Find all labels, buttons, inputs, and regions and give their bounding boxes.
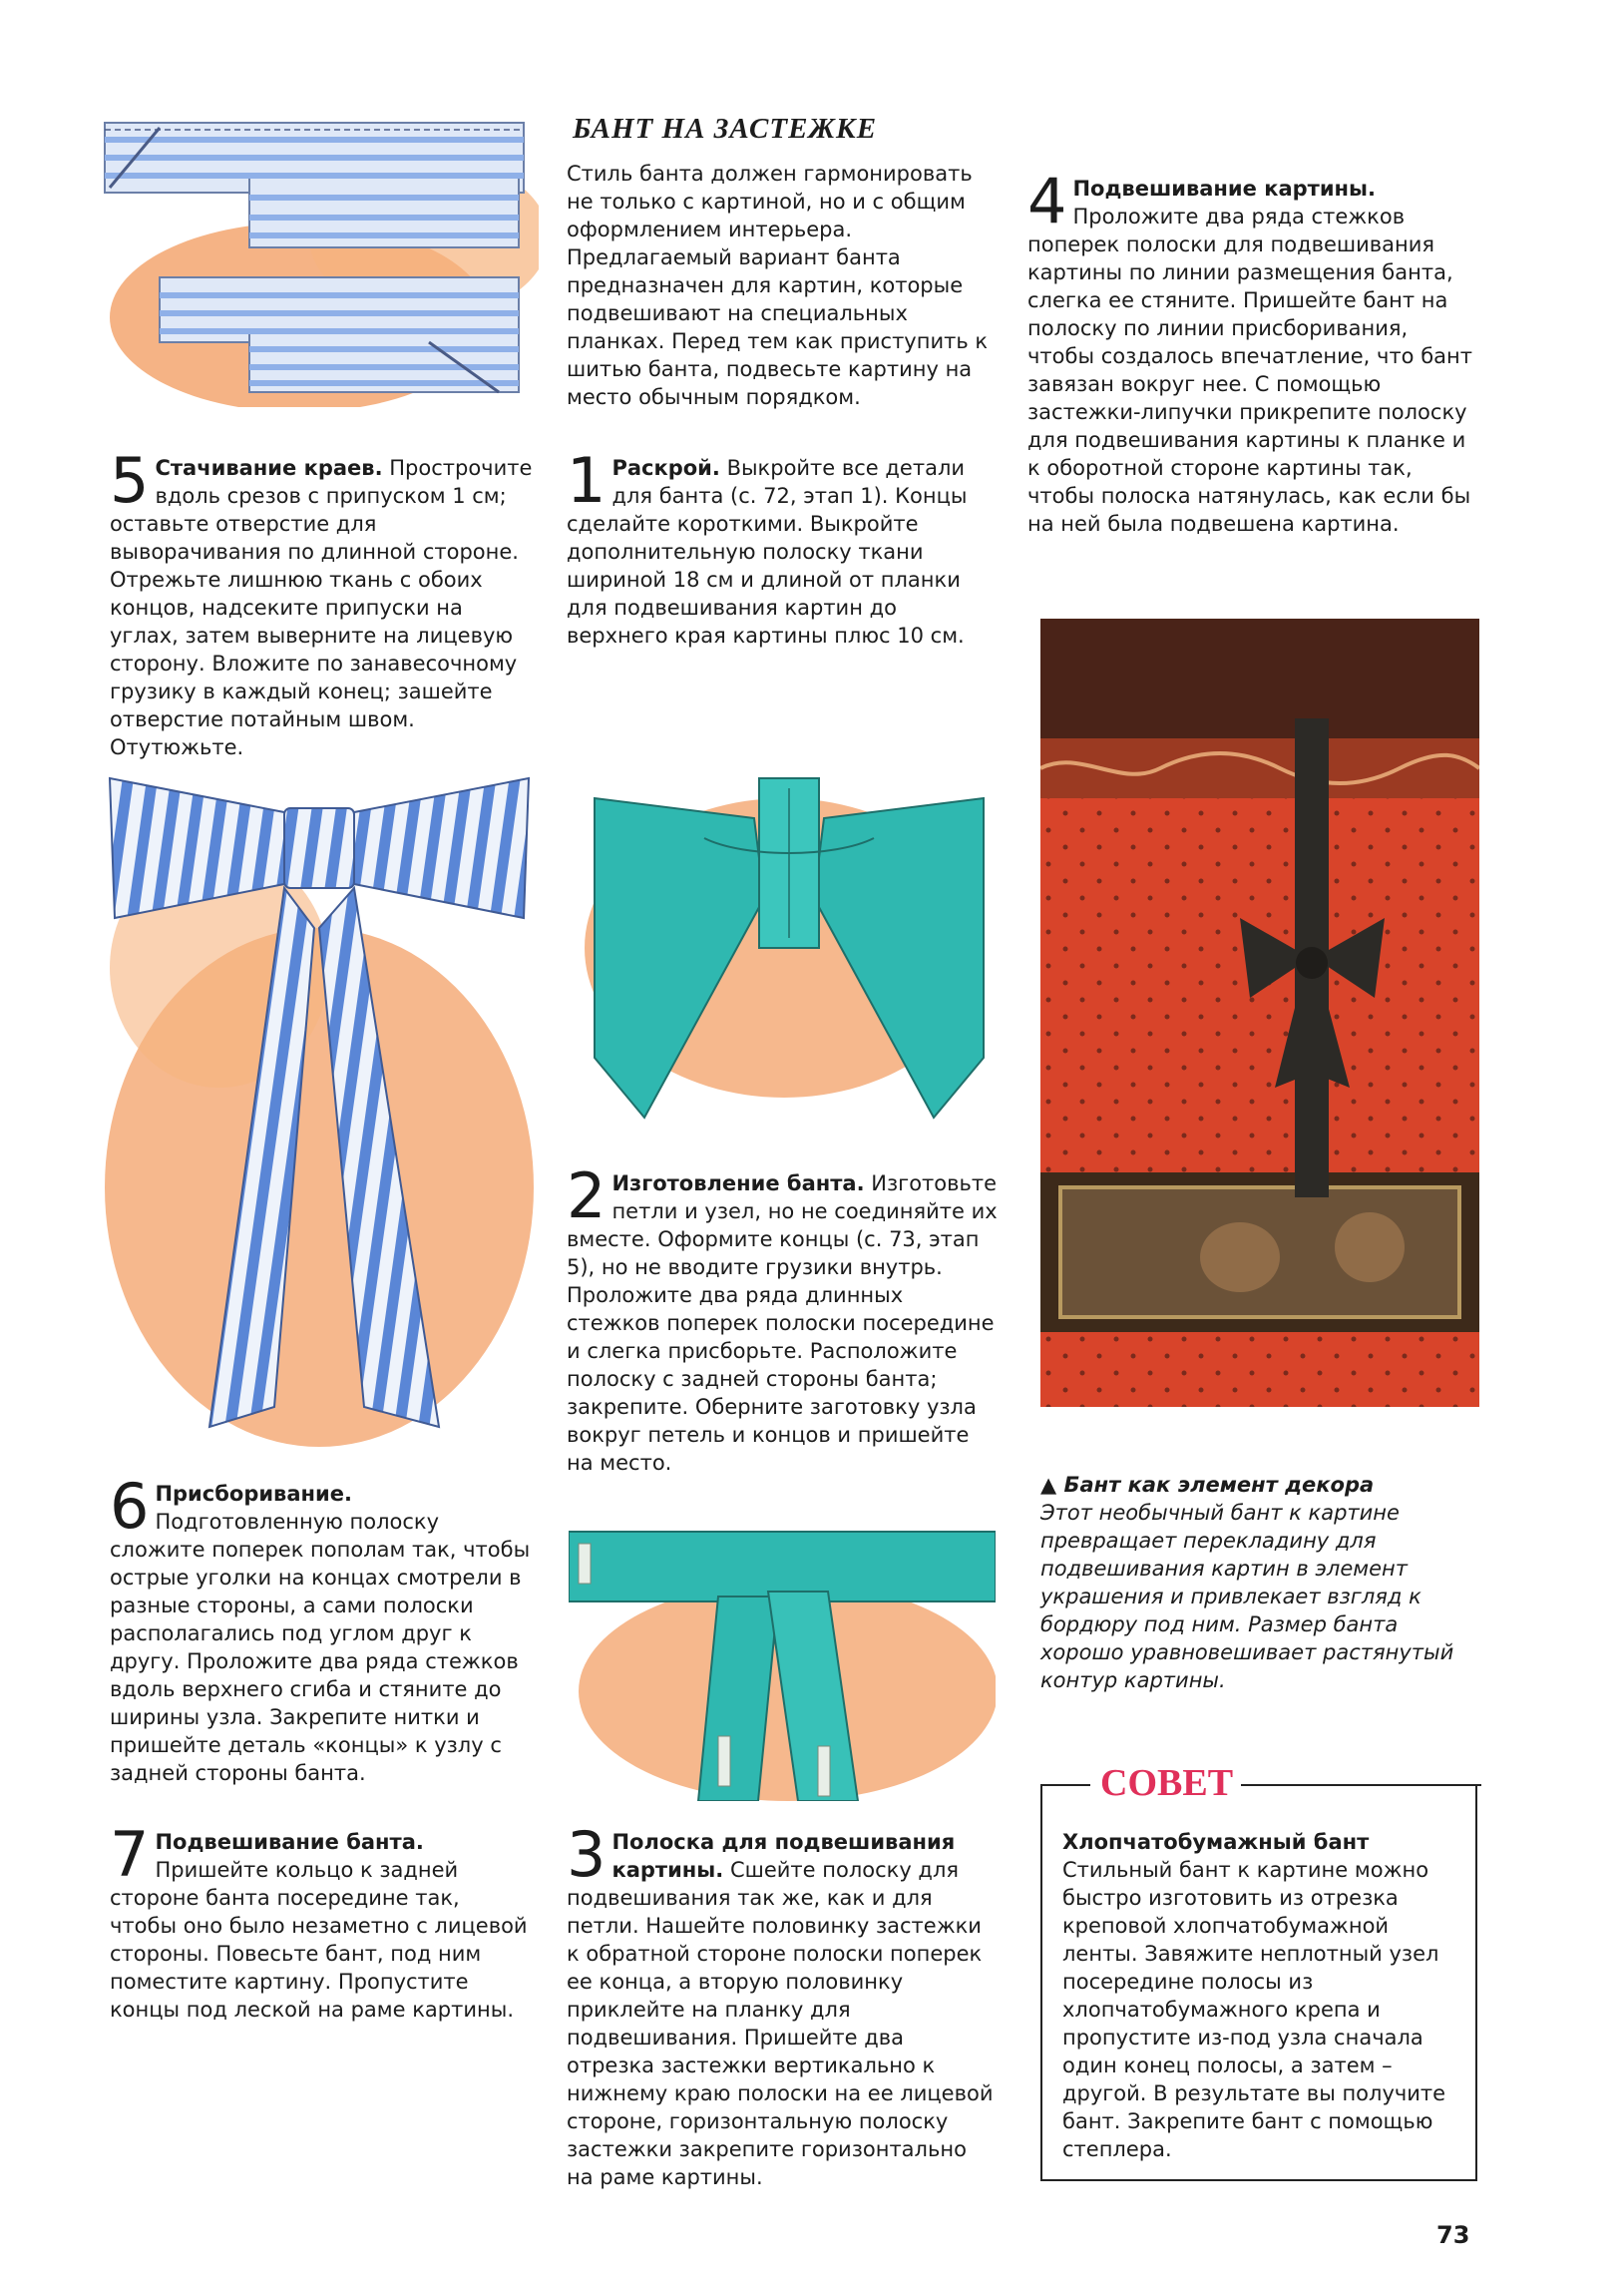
photo-bow-decor xyxy=(1040,619,1479,1407)
photo-caption xyxy=(1040,1471,1479,1694)
step-number: 7 xyxy=(110,1818,150,1891)
step-title: Присборивание. xyxy=(155,1482,352,1506)
page-number: 73 xyxy=(1436,2221,1470,2249)
step-1 xyxy=(567,444,998,650)
illustration-hanging-strip xyxy=(569,1522,996,1801)
illustration-teal-bow-pieces xyxy=(585,768,994,1128)
step-4 xyxy=(1027,165,1476,538)
step-text: Проложите два ряда стежков поперек полоски для подвешивания картины по линии размещения банта, слегка ее стяните. Пришейте бант на полоску по линии присборивания, чтобы создалось впечатление, что бант завязан вокруг нее. С помощью застежки-липучки прикрепите полоску для подвешивания картины к планке и к оборотной стороне картины так, чтобы полоска натянулась, как если бы на ней была подвешена картина. xyxy=(1027,205,1472,536)
step-title: Изготовление банта. xyxy=(611,1171,865,1195)
step-title: Раскрой. xyxy=(611,456,720,480)
tip-header xyxy=(1040,1762,1481,1804)
step-text: Выкройте все детали для банта (с. 72, этап 1). Концы сделайте короткими. Выкройте дополнительную полоску ткани шириной 18 см и длиной от планки для подвешивания картин до верхнего края картины плюс 10 см. xyxy=(567,456,968,648)
tip-rule-right xyxy=(1220,1784,1481,1786)
step-text: Сшейте полоску для подвешивания так же, как и для петли. Нашейте половинку застежки к обратной стороне полоски поперек ее конца, а вторую половинку приклейте на планку для подвешивания. Пришейте два отрезка застежки вертикально к нижнему краю полоски на ее лицевой стороне, горизонтальную полоску застежки закрепите горизонтально на раме картины. xyxy=(567,1858,994,2189)
illustration-striped-bow xyxy=(100,768,539,1467)
step-text: Подготовленную полоску сложите поперек пополам так, чтобы острые уголки на концах смотрели в разные стороны, а сами полоски располагались под углом друг к другу. Проложите два ряда стежков вдоль верхнего сгиба и стяните до ширины узла. Закрепите нитки и пришейте деталь «концы» к узлу с задней стороны банта. xyxy=(110,1510,531,1785)
step-number: 1 xyxy=(567,444,607,517)
step-number: 5 xyxy=(110,444,150,517)
tip-box xyxy=(1040,1762,1477,2181)
step-number: 6 xyxy=(110,1470,150,1543)
step-3 xyxy=(567,1818,998,2191)
intro-text: Стиль банта должен гармонировать не только с картиной, но и с общим оформлением интерьера. Предлагаемый вариант банта предназначен для картин, которые подвешивают на специальных планках. Перед тем как приступить к шитью банта, подвесьте картину на место обычным порядком. xyxy=(567,162,989,409)
step-2 xyxy=(567,1159,998,1477)
step-text: Пришейте кольцо к задней стороне банта посередине так, чтобы оно было незаметно с лицевой стороны. Повесьте бант, под ним поместите картину. Пропустите концы под леской на раме картины. xyxy=(110,1858,528,2022)
tip-label: СОВЕТ xyxy=(1092,1764,1241,1802)
step-number: 2 xyxy=(567,1159,607,1232)
step-6 xyxy=(110,1470,533,1787)
step-7 xyxy=(110,1818,533,2024)
tip-body xyxy=(1062,1828,1461,2163)
section-title: БАНТ НА ЗАСТЕЖКЕ xyxy=(573,113,878,145)
step-title: Подвешивание картины. xyxy=(1072,177,1377,201)
step-title: Полоска для подвешивания картины. xyxy=(611,1830,956,1882)
step-text: Прострочите вдоль срезов с припуском 1 см; оставьте отверстие для выворачивания по длинной стороне. Отрежьте лишнюю ткань с обоих концов, надсеките припуски на углах, затем выверните на лицевую сторону. Вложите по занавесочному грузику в каждый конец; зашейте отверстие потайным швом. Отутюжьте. xyxy=(110,456,533,759)
tip-subtitle: Хлопчатобумажный бант xyxy=(1062,1830,1370,1854)
tip-rule-left xyxy=(1040,1784,1090,1786)
illustration-stitched-strip xyxy=(100,118,539,407)
step-number: 3 xyxy=(567,1818,607,1891)
caption-title: ▲ Бант как элемент декора xyxy=(1040,1473,1375,1497)
step-title: Стачивание краев. xyxy=(155,456,383,480)
step-number: 4 xyxy=(1027,165,1067,237)
step-title: Подвешивание банта. xyxy=(155,1830,424,1854)
caption-text: Этот необычный бант к картине превращает перекладину для подвешивания картин в элемент украшения и привлекает взгляд к бордюру под ним. Размер банта хорошо уравновешивает растянутый контур картины. xyxy=(1040,1501,1454,1692)
step-text: Изготовьте петли и узел, но не соединяйте их вместе. Оформите концы (с. 73, этап 5), но не вводите грузики внутрь. Проложите два ряда длинных стежков поперек полоски посередине и слегка присборьте. Расположите полоску с задней стороны банта; закрепите. Оберните заготовку узла вокруг петель и концов и пришейте на место. xyxy=(567,1171,998,1475)
step-5 xyxy=(110,444,533,761)
tip-text: Стильный бант к картине можно быстро изготовить из отрезка крепoвой хлопчатобумажной ленты. Завяжите неплотный узел посередине полосы из хлопчатобумажного крепа и пропустите из-под узла сначала один конец полосы, а затем – другой. В результате вы получите бант. Закрепите бант с помощью степлера. xyxy=(1062,1858,1446,2161)
